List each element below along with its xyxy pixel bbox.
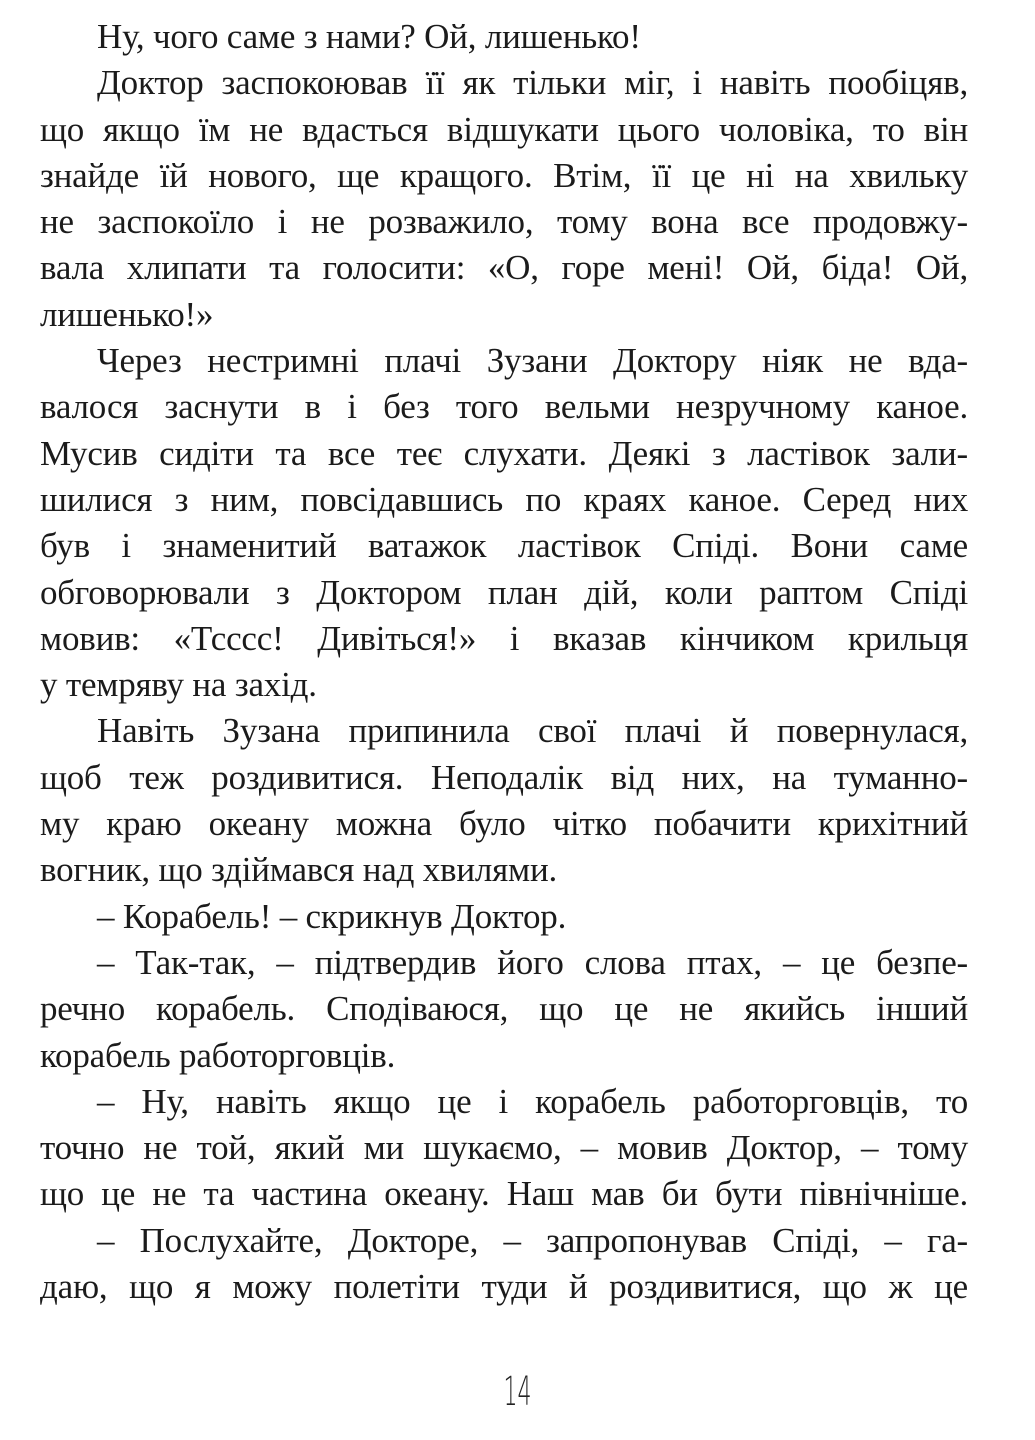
- dialogue-paragraph: [40, 1079, 968, 1218]
- text-line: знайде їй нового, ще кращого. Втім, її це ні на хвильку: [40, 155, 968, 195]
- page-body-text: [40, 14, 968, 1310]
- text-line: корабель работорговців.: [40, 1035, 396, 1075]
- text-line: що це не та частина океану. Наш мав би бути північніше.: [40, 1174, 968, 1214]
- text-line: вогник, що здіймався над хвилями.: [40, 850, 558, 890]
- text-line: лишенько!»: [40, 294, 214, 334]
- text-line: – Ну, навіть якщо це і корабель работорговців, то: [97, 1081, 968, 1121]
- text-line: Через нестримні плачі Зузани Доктору ніяк не вда-: [97, 341, 968, 381]
- dialogue-paragraph: [40, 1218, 968, 1311]
- text-line: щоб теж роздивитися. Неподалік від них, на туманно-: [40, 757, 968, 797]
- text-line: шилися з ним, повсідавшись по краях каное. Серед них: [40, 479, 968, 519]
- text-line: вала хлипати та голосити: «О, горе мені! Ой, біда! Ой,: [40, 248, 968, 288]
- text-line: валося заснути в і без того вельми незручному каное.: [40, 387, 968, 427]
- text-line: Мусив сидіти та все теє слухати. Деякі з ластівок зали-: [40, 433, 968, 473]
- paragraph: [40, 14, 968, 60]
- text-line: що якщо їм не вдасться відшукати цього чоловіка, то він: [40, 109, 968, 149]
- text-line: у темряву на захід.: [40, 665, 317, 705]
- text-line: – Корабель! – скрикнув Доктор.: [97, 896, 567, 936]
- paragraph: [40, 60, 968, 338]
- text-line: – Послухайте, Докторе, – запропонував Спіді, – га-: [97, 1220, 968, 1260]
- text-line: речно корабель. Сподіваюся, що це не якийсь інший: [40, 989, 968, 1029]
- text-line: – Так-так, – підтвердив його слова птах, – це безпе-: [97, 942, 968, 982]
- text-line: мовив: «Тсссс! Дивіться!» і вказав кінчиком крильця: [40, 618, 968, 658]
- text-line: не заспокоїло і не розважило, тому вона все продовжу-: [40, 202, 968, 242]
- text-line: Ну, чого саме з нами? Ой, лишенько!: [97, 17, 641, 56]
- paragraph: [40, 338, 968, 708]
- text-line: обговорювали з Доктором план дій, коли раптом Спіді: [40, 572, 968, 612]
- text-line: Навіть Зузана припинила свої плачі й повернулася,: [97, 711, 968, 751]
- dialogue-paragraph: [40, 940, 968, 1079]
- text-line: даю, що я можу полетіти туди й роздивитися, що ж це: [40, 1267, 968, 1307]
- dialogue-paragraph: [40, 894, 968, 940]
- text-line: Доктор заспокоював її як тільки міг, і навіть пообіцяв,: [97, 63, 968, 103]
- text-line: му краю океану можна було чітко побачити крихітний: [40, 804, 968, 844]
- text-line: був і знаменитий ватажок ластівок Спіді. Вони саме: [40, 526, 968, 566]
- page-number: 14: [503, 1369, 532, 1415]
- text-line: точно не той, який ми шукаємо, – мовив Доктор, – тому: [40, 1128, 968, 1168]
- paragraph: [40, 708, 968, 893]
